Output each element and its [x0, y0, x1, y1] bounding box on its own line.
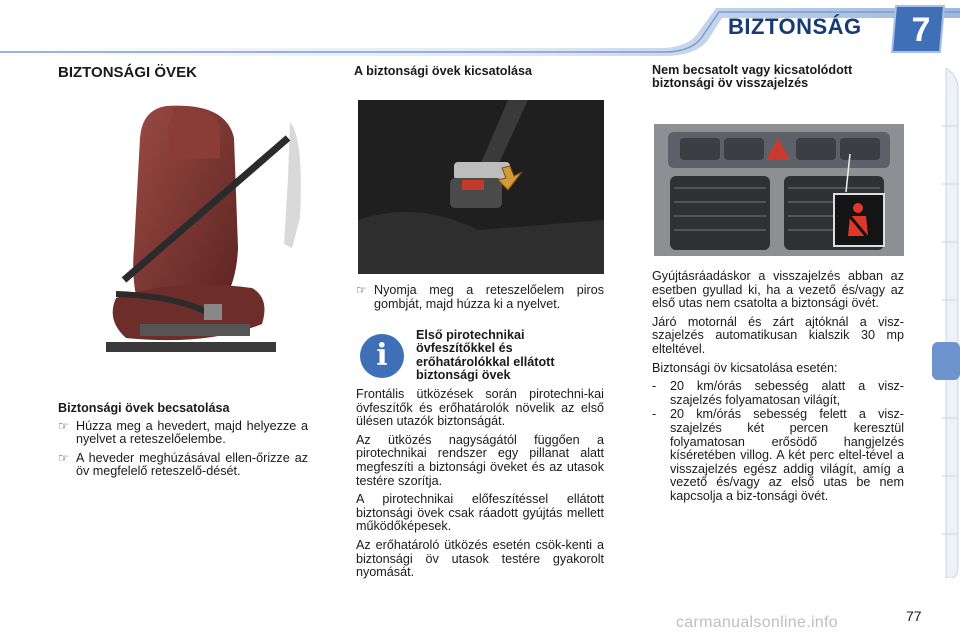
seat-belt-illustration: [56, 98, 306, 368]
paragraph: Gyújtásráadáskor a visszajelzés abban az esetben gyullad ki, ha a vezető és/vagy az első utas nem csatolta a biztonsági övét.: [652, 269, 904, 311]
buckle-photo: [358, 100, 604, 274]
chapter-number: 7: [911, 11, 931, 49]
watermark: carmanualsonline.info: [676, 614, 838, 631]
pyrotechnic-info-callout: [356, 329, 604, 382]
section-title-seat-belts: BIZTONSÁGI ÖVEK: [58, 64, 197, 81]
list-item: - 20 km/órás sebesség alatt a visz-szajelzés folyamatosan világít,: [652, 379, 904, 407]
section-title-unfastening: A biztonsági övek kicsatolása: [354, 64, 533, 78]
pointing-hand-icon: ☞: [356, 283, 367, 297]
paragraph: Az ütközés nagyságától függően a pirotechnikai rendszer egy pillanat alatt megfeszíti a biztonsági öveket és az utasok testére szorítja.: [356, 432, 604, 488]
list-item: - 20 km/órás sebesség felett a visz-szajelzés két percen keresztül folyamatosan erősödő hangjelzés kíséretében villog. A két perc eltel-tével a visszajelzés egész addig világít, amíg a vezető és/vagy az első utas be nem kapcsolja a biz-tonsági övét.: [652, 407, 904, 503]
list-item: ☞ A heveder meghúzásával ellen-őrizze az öv megfelelő reteszelő-dését.: [58, 450, 308, 479]
dashboard-photo: [654, 124, 904, 256]
column-2: [356, 284, 604, 585]
pointing-hand-icon: ☞: [58, 418, 69, 433]
section-title-warning-lamp: Nem becsatolt vagy kicsatolódott biztonsági öv visszajelzés: [652, 63, 853, 90]
page-number: 77: [906, 608, 922, 624]
chapter-title: BIZTONSÁG: [728, 14, 862, 39]
chapter-side-tabs: [928, 68, 960, 578]
paragraph: Frontális ütközések során pirotechni-kai övfeszítők és erőhatárolók növelik az első ülésen utazók biztonságát.: [356, 387, 604, 429]
page-header: [0, 0, 960, 62]
info-title: Első pirotechnikai övfeszítőkkel és erőhatárolókkal ellátott biztonsági övek: [416, 328, 555, 382]
paragraph: Járó motornál és zárt ajtóknál a visz-szajelzés automatikusan kialszik 30 mp elteltével.: [652, 314, 904, 356]
list-item: ☞ Nyomja meg a reteszelőelem piros gombját, majd húzza ki a nyelvet.: [356, 283, 604, 311]
info-icon: i: [360, 334, 404, 378]
column-3: [652, 270, 904, 505]
pointing-hand-icon: ☞: [58, 450, 69, 465]
list-item: ☞ Húzza meg a hevedert, majd helyezze a nyelvet a reteszelőelembe.: [58, 418, 308, 447]
paragraph: Az erőhatároló ütközés esetén csök-kenti a biztonsági öv utasok testére gyakorolt nyomását.: [356, 537, 604, 580]
subtitle-fastening: Biztonsági övek becsatolása: [58, 401, 230, 415]
paragraph: A pirotechnikai előfeszítéssel ellátott biztonsági övek csak ráadott gyújtás mellett működőképesek.: [356, 492, 604, 534]
paragraph: Biztonsági öv kicsatolása esetén:: [652, 360, 838, 375]
column-1: [58, 402, 308, 484]
